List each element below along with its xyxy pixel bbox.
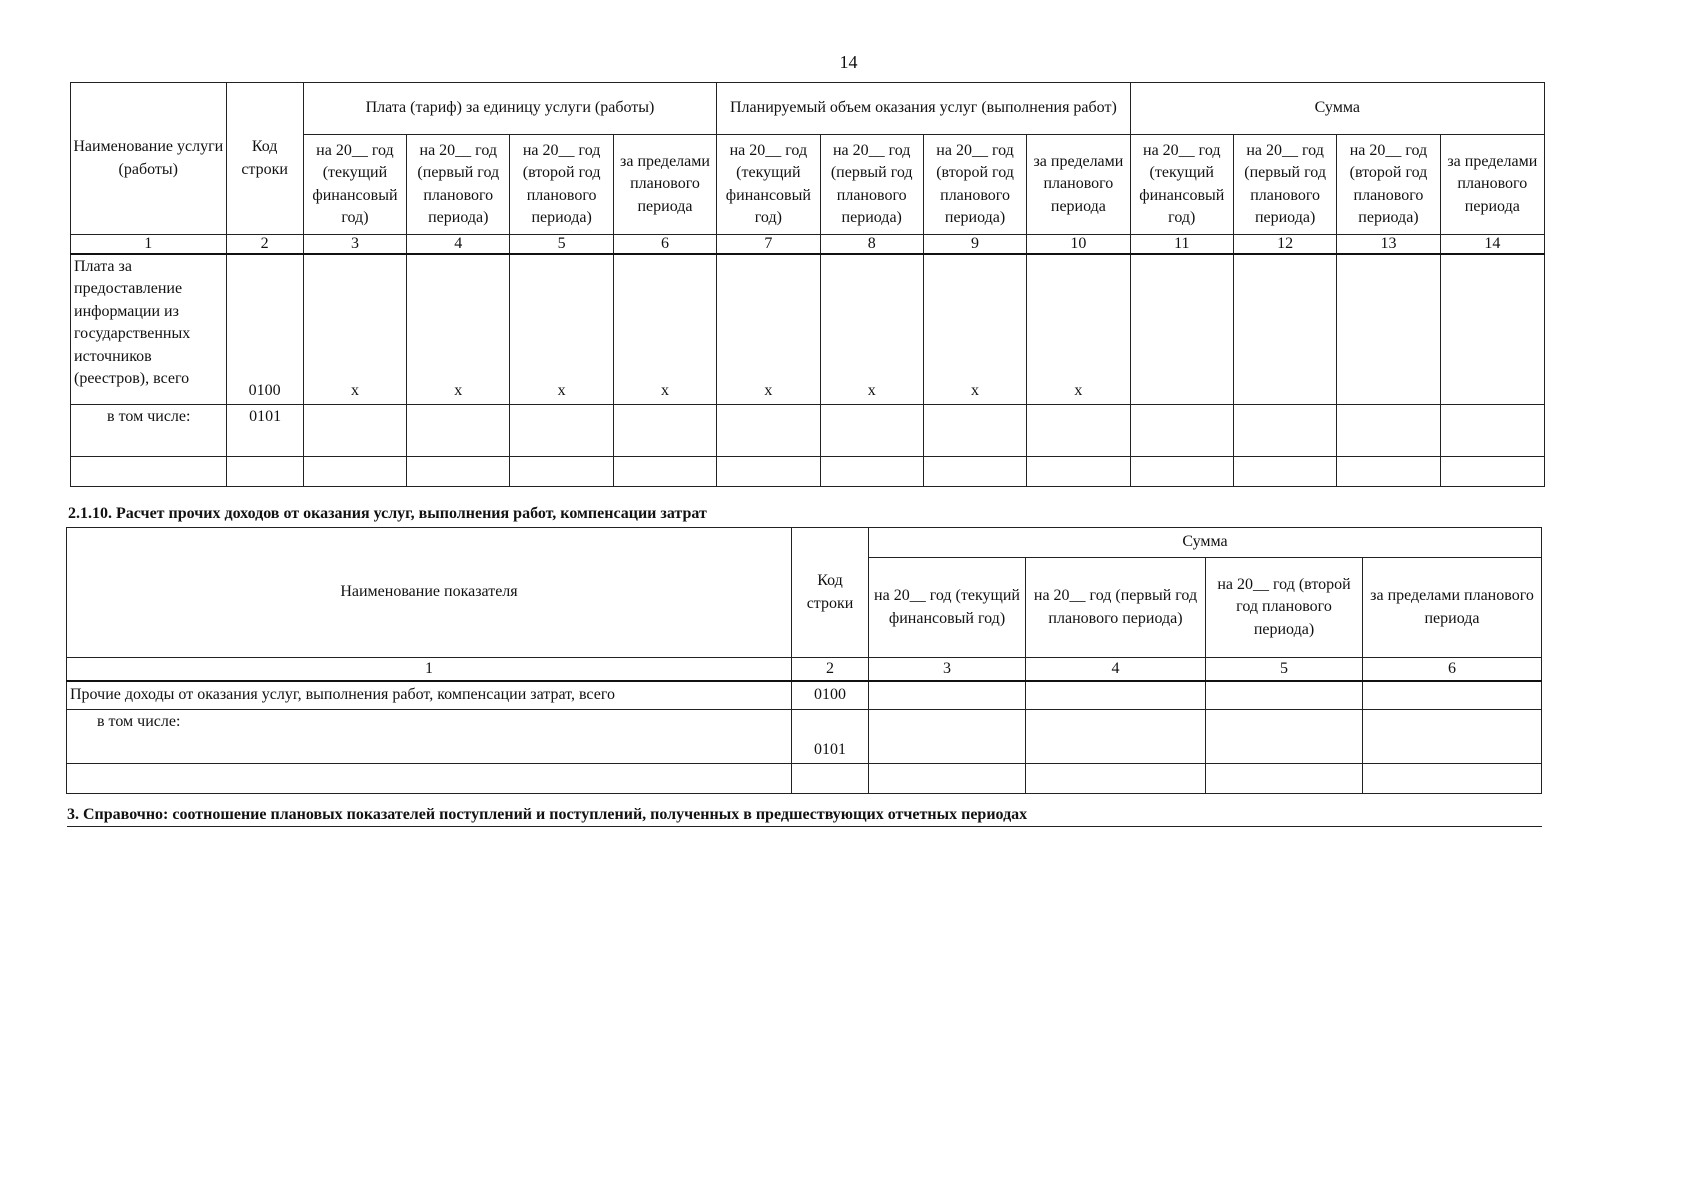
t2-cell — [869, 763, 1026, 793]
t1-col-number: 3 — [303, 235, 406, 255]
t1-cell — [613, 404, 716, 456]
t1-cell — [1130, 404, 1233, 456]
t1-row-incl-name: в том числе: — [71, 404, 227, 456]
t1-x-mark: x — [407, 254, 510, 404]
table-row — [71, 254, 1545, 404]
t1-cell — [923, 404, 1026, 456]
t1-cell — [71, 456, 227, 486]
t1-cell — [303, 404, 406, 456]
service-fee-table — [70, 82, 1545, 487]
t1-x-mark: x — [303, 254, 406, 404]
t2-cell — [1363, 763, 1542, 793]
t1-sub-beyond: за пределами планового периода — [1027, 135, 1130, 235]
t1-x-mark: x — [510, 254, 613, 404]
t1-cell — [226, 456, 303, 486]
t1-col-number: 13 — [1337, 235, 1440, 255]
t2-header-code: Код строки — [792, 528, 869, 658]
t1-cell — [923, 456, 1026, 486]
t1-col-number: 7 — [717, 235, 820, 255]
t1-cell — [407, 404, 510, 456]
t2-cell — [869, 709, 1026, 763]
t2-cell — [1363, 709, 1542, 763]
t1-sub-second: на 20__ год (второй год планового периода) — [1337, 135, 1440, 235]
t1-sub-first: на 20__ год (первый год планового периода) — [820, 135, 923, 235]
t1-cell — [820, 404, 923, 456]
t2-col-number: 4 — [1026, 658, 1206, 682]
t1-cell — [1337, 456, 1440, 486]
table-row — [67, 709, 1542, 763]
t1-sub-current: на 20__ год (текущий финансовый год) — [303, 135, 406, 235]
t2-row-incl-name: в том числе: — [67, 709, 792, 763]
t2-sub-second: на 20__ год (второй год планового периода) — [1206, 558, 1363, 658]
t1-cell — [1027, 404, 1130, 456]
t1-cell — [717, 404, 820, 456]
t1-cell — [1233, 456, 1336, 486]
t1-col-number: 11 — [1130, 235, 1233, 255]
t1-cell — [1337, 404, 1440, 456]
t1-sub-current: на 20__ год (текущий финансовый год) — [1130, 135, 1233, 235]
t2-row-incl-code: 0101 — [792, 709, 869, 763]
section-2-1-10-title: 2.1.10. Расчет прочих доходов от оказания услуг, выполнения работ, компенсации затрат — [68, 505, 707, 522]
t1-col-number: 14 — [1440, 235, 1544, 255]
table-row — [71, 456, 1545, 486]
t1-row-total-name: Плата за предоставление информации из государственных источников (реестров), всего — [71, 254, 227, 404]
t2-cell — [1206, 709, 1363, 763]
t2-header-sum: Сумма — [869, 528, 1542, 558]
t1-row-incl-code: 0101 — [226, 404, 303, 456]
t1-col-number: 1 — [71, 235, 227, 255]
t1-sub-first: на 20__ год (первый год планового периода) — [1233, 135, 1336, 235]
t2-cell — [1026, 681, 1206, 709]
t2-cell — [792, 763, 869, 793]
t1-col-number: 8 — [820, 235, 923, 255]
section-3-title: 3. Справочно: соотношение плановых показателей поступлений и поступлений, полученных в предшествующих отчетных периодах — [67, 806, 1542, 827]
t1-col-number: 12 — [1233, 235, 1336, 255]
t1-cell — [1337, 254, 1440, 404]
t1-cell — [1233, 404, 1336, 456]
t2-cell — [1363, 681, 1542, 709]
t2-cell — [67, 763, 792, 793]
t1-cell — [303, 456, 406, 486]
t1-sub-beyond: за пределами планового периода — [613, 135, 716, 235]
t1-cell — [1440, 254, 1544, 404]
t2-col-number: 2 — [792, 658, 869, 682]
t2-cell — [1026, 763, 1206, 793]
table-row — [67, 681, 1542, 709]
t1-cell — [407, 456, 510, 486]
t1-header-name: Наименование услуги (работы) — [71, 83, 227, 235]
table-row — [67, 763, 1542, 793]
t1-x-mark: x — [923, 254, 1026, 404]
t1-cell — [1027, 456, 1130, 486]
t2-sub-beyond: за пределами планового периода — [1363, 558, 1542, 658]
t1-cell — [717, 456, 820, 486]
t1-header-code: Код строки — [226, 83, 303, 235]
t1-col-number: 6 — [613, 235, 716, 255]
t2-header-name: Наименование показателя — [67, 528, 792, 658]
t2-col-number: 1 — [67, 658, 792, 682]
t2-cell — [1206, 763, 1363, 793]
t1-cell — [820, 456, 923, 486]
t1-cell — [613, 456, 716, 486]
t1-cell — [1130, 456, 1233, 486]
t1-header-sum: Сумма — [1130, 83, 1544, 135]
t1-col-number: 5 — [510, 235, 613, 255]
t2-row-total-name: Прочие доходы от оказания услуг, выполнения работ, компенсации затрат, всего — [67, 681, 792, 709]
page-number: 14 — [839, 52, 858, 72]
t1-cell — [1440, 404, 1544, 456]
t1-col-number: 4 — [407, 235, 510, 255]
t1-sub-current: на 20__ год (текущий финансовый год) — [717, 135, 820, 235]
t2-col-number: 6 — [1363, 658, 1542, 682]
t1-x-mark: x — [1027, 254, 1130, 404]
t2-row-total-code: 0100 — [792, 681, 869, 709]
t1-cell — [1130, 254, 1233, 404]
t1-x-mark: x — [820, 254, 923, 404]
t1-col-number: 9 — [923, 235, 1026, 255]
t1-x-mark: x — [613, 254, 716, 404]
t1-x-mark: x — [717, 254, 820, 404]
t1-cell — [1233, 254, 1336, 404]
t1-sub-first: на 20__ год (первый год планового периода) — [407, 135, 510, 235]
t1-header-volume: Планируемый объем оказания услуг (выполнения работ) — [717, 83, 1130, 135]
t2-cell — [1026, 709, 1206, 763]
t1-sub-beyond: за пределами планового периода — [1440, 135, 1544, 235]
t2-col-number: 5 — [1206, 658, 1363, 682]
t1-header-tariff: Плата (тариф) за единицу услуги (работы) — [303, 83, 716, 135]
t2-col-number: 3 — [869, 658, 1026, 682]
t2-sub-first: на 20__ год (первый год планового периода) — [1026, 558, 1206, 658]
t2-cell — [1206, 681, 1363, 709]
t2-sub-current: на 20__ год (текущий финансовый год) — [869, 558, 1026, 658]
t2-cell — [869, 681, 1026, 709]
t1-cell — [1440, 456, 1544, 486]
t1-row-total-code: 0100 — [226, 254, 303, 404]
t1-col-number: 2 — [226, 235, 303, 255]
other-income-table — [66, 527, 1542, 794]
t1-cell — [510, 456, 613, 486]
t1-cell — [510, 404, 613, 456]
t1-sub-second: на 20__ год (второй год планового периода) — [923, 135, 1026, 235]
table-row — [71, 404, 1545, 456]
t1-sub-second: на 20__ год (второй год планового периода) — [510, 135, 613, 235]
t1-col-number: 10 — [1027, 235, 1130, 255]
